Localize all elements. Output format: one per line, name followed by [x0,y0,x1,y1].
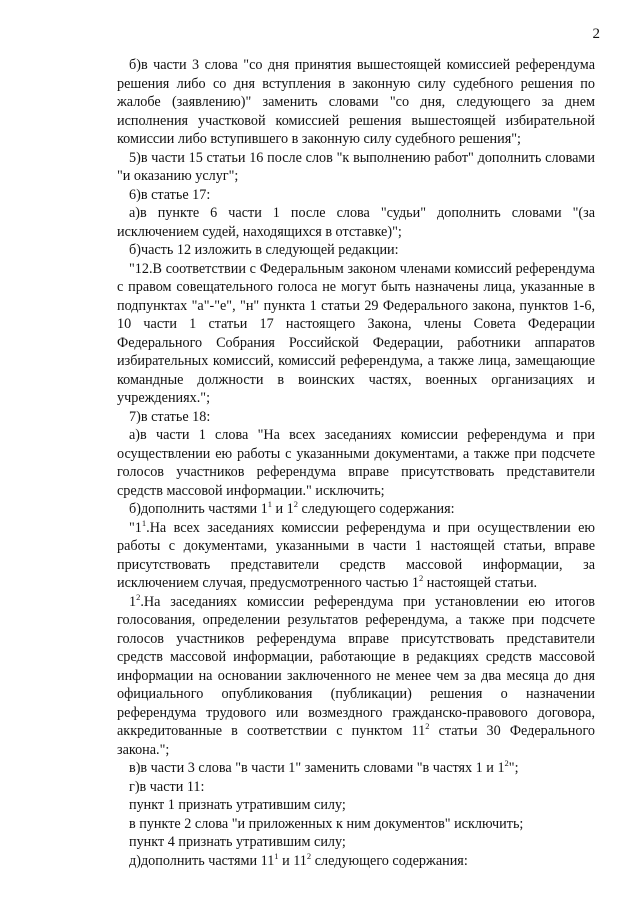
page-number: 2 [592,26,600,42]
paragraph: д)дополнить частями $11^1$ и $11^2$ следующего содержания: [129,850,468,869]
paragraph: б)в части 3 слова "со дня принятия вышестоящей комиссией референдума решения либо со дня вступления в законную силу судебного решения по жалобе (заявлению)" заменить словами "со дня, следующего за днем исполнения участковой комиссией решения вышестоящей избирательной комиссии либо вступившего в законную силу судебного решения"; [117,57,595,147]
paragraph: 7)в статье 18: [129,408,211,425]
paragraph: пункт 1 признать утратившим силу; [129,797,346,813]
paragraph: 5)в части 15 статьи 16 после слов "к выполнению работ" дополнить словами "и оказанию услуг"; [117,149,595,184]
paragraph: б)дополнить частями $1^1$ и $1^2$ следующего содержания: [129,499,455,517]
paragraph: г)в части 11: [129,778,205,795]
paragraph: б)часть 12 изложить в следующей редакции: [129,242,399,258]
paragraph: пункт 4 признать утратившим силу; [129,834,346,850]
paragraph: "12.В соответствии с Федеральным законом членами комиссий референдума с правом совещательного голоса не могут быть назначены лица, указанные в подпунктах "а"-"е", "н" пункта 1 статьи 29 Федерального закона, пунктов 1-6, 10 части 1 статьи 17 настоящего Закона, члены Совета Федерации Федерального Собрания Российской Федерации, работники аппаратов избирательных комиссий, комиссий референдума, а также лица, замещающие командные должности в воинских частях, военных организациях и учреждениях."; [117,260,595,406]
paragraph: в)в части 3 слова "в части 1" заменить словами "в частях 1 и $1^2$"; [129,758,519,776]
paragraph: в пункте 2 слова "и приложенных к ним документов" исключить; [129,815,524,832]
paragraph: "$1^1.На$ всех заседаниях комиссии референдума и при осуществлении ею работы с документами, указанными в части 1 настоящей статьи, вправе присутствовать представители средств массовой информации, за исключением случая, предусмотренного частью $1^2$ настоящей статьи. [117,517,595,591]
document-body [117,56,595,870]
paragraph: 6)в статье 17: [129,186,211,203]
paragraph: а)в части 1 слова "На всех заседаниях комиссии референдума и при осуществлении ею работы с указанными документами, а также при подсчете голосов участников референдума вправе присутствовать представители средств массовой информации." исключить; [117,427,595,499]
paragraph: а)в пункте 6 части 1 после слова "судьи" дополнить словами "(за исключением судей, находящихся в отставке)"; [117,205,595,240]
paragraph: $1^2.На$ заседаниях комиссии референдума при установлении ею итогов голосования, определении результатов референдума, а также при подсчете голосов участников референдума вправе присутствовать представители средств массовой информации, работающие в редакциях средств массовой информации на основании заключенного не менее чем за два месяца до дня официального опубликования (публикации) решения о назначении референдума трудового или возмездного гражданско-правового договора, аккредитованные в соответствии с пунктом $11^2$ статьи 30 Федерального закона."; [117,591,595,758]
